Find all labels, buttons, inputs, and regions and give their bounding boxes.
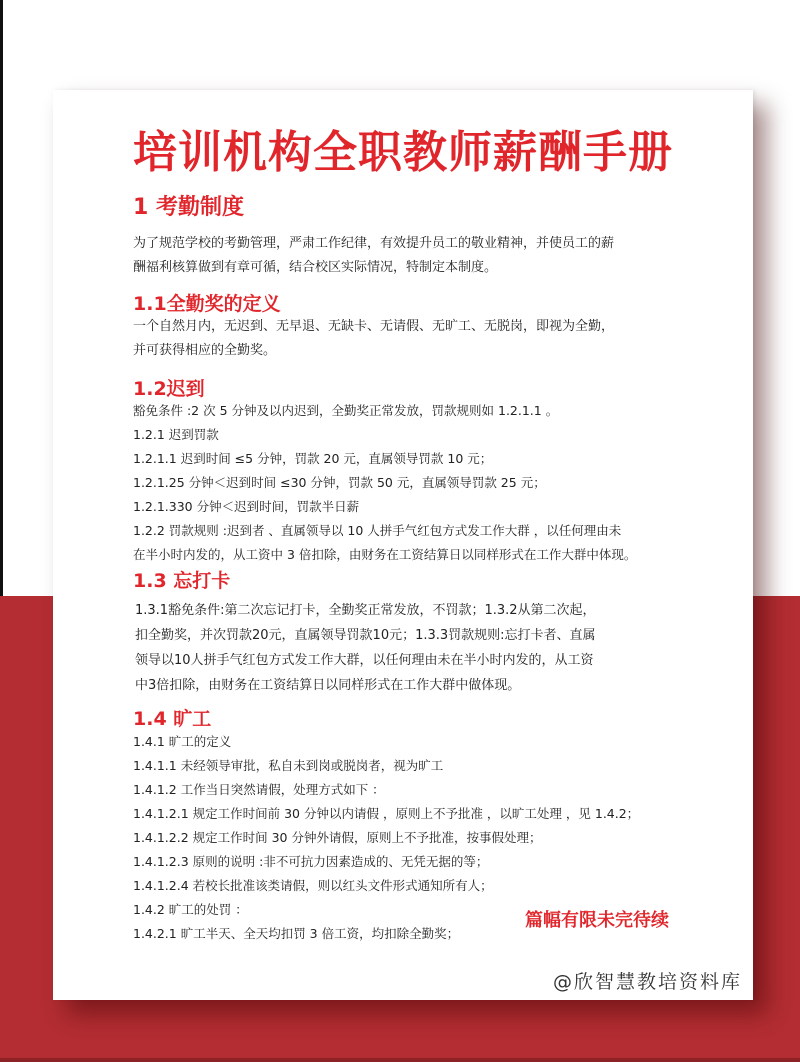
section-1-3-line: 1.3.1豁免条件:第二次忘记打卡，全勤奖正常发放，不罚款；1.3.2从第二次起， [135, 603, 596, 618]
section-1-3-line: 扣全勤奖，并次罚款20元，直属领导罚款10元；1.3.3罚款规则:忘打卡者、直属 [135, 628, 596, 643]
section-1-2-line: 豁免条件 :2 次 5 分钟及以内迟到，全勤奖正常发放，罚款规则如 1.2.1.1 。 [133, 403, 559, 418]
section-1-1-line: 一个自然月内，无迟到、无早退、无缺卡、无请假、无旷工、无脱岗，即视为全勤， [133, 319, 615, 334]
section-1-4-line: 1.4.1.2 工作当日突然请假，处理方式如下 ： [133, 782, 385, 797]
section-1-3-heading: 1.3 忘打卡 [133, 570, 231, 592]
section-1-4-line: 1.4.1 旷工的定义 [133, 734, 232, 749]
section-1-2-line: 在半小时内发的，从工资中 3 倍扣除，由财务在工资结算日以同样形式在工作大群中体现。 [133, 547, 637, 562]
section-1-3-line: 中3倍扣除，由财务在工资结算日以同样形式在工作大群中做体现。 [135, 678, 521, 693]
section-1-2-line: 1.2.1.1 迟到时间 ≤5 分钟，罚款 20 元，直属领导罚款 10 元； [133, 451, 493, 466]
document-title: 培训机构全职教师薪酬手册 [133, 127, 673, 178]
section-1-heading: 1 考勤制度 [133, 195, 244, 220]
section-1-3-line: 领导以10人拼手气红包方式发工作大群，以任何理由未在半小时内发的，从工资 [135, 653, 594, 668]
section-1-4-line: 1.4.1.2.2 规定工作时间 30 分钟外请假，原则上不予批准，按事假处理； [133, 830, 542, 845]
section-1-4-line: 1.4.1.2.1 规定工作时间前 30 分钟以内请假 ，原则上不予批准 ，以旷工处理 ，见 1.4.2； [133, 806, 640, 821]
section-1-4-line: 1.4.2.1 旷工半天、全天均扣罚 3 倍工资，均扣除全勤奖； [133, 926, 460, 941]
section-1-intro-line: 酬福利核算做到有章可循，结合校区实际情况，特制定本制度。 [133, 260, 498, 275]
section-1-intro-line: 为了规范学校的考勤管理，严肃工作纪律，有效提升员工的敬业精神，并使员工的薪 [133, 236, 615, 251]
section-1-1-heading: 1.1全勤奖的定义 [133, 293, 281, 315]
section-1-4-line: 1.4.1.2.4 若校长批准该类请假，则以红头文件形式通知所有人； [133, 878, 493, 893]
watermark-credit: @欣智慧教培资料库 [553, 971, 743, 993]
section-1-2-line: 1.2.1 迟到罚款 [133, 427, 219, 442]
section-1-4-line: 1.4.1.1 未经领导审批，私自未到岗或脱岗者，视为旷工 [133, 758, 444, 773]
section-1-4-heading: 1.4 旷工 [133, 708, 212, 730]
section-1-2-line: 1.2.1.25 分钟＜迟到时间 ≤30 分钟，罚款 50 元，直属领导罚款 25 元； [133, 475, 546, 490]
section-1-2-line: 1.2.2 罚款规则 :迟到者 、直属领导以 10 人拼手气红包方式发工作大群 ，以任何理由未 [133, 523, 622, 538]
section-1-2-heading: 1.2迟到 [133, 378, 205, 400]
section-1-4-line: 1.4.1.2.3 原则的说明 :非不可抗力因素造成的、无凭无据的等； [133, 854, 489, 869]
section-1-2-line: 1.2.1.330 分钟＜迟到时间，罚款半日薪 [133, 499, 360, 514]
section-1-4-line: 1.4.2 旷工的处罚 ： [133, 902, 248, 917]
continuation-note: 篇幅有限未完待续 [525, 910, 669, 931]
section-1-1-line: 并可获得相应的全勤奖。 [133, 343, 277, 358]
